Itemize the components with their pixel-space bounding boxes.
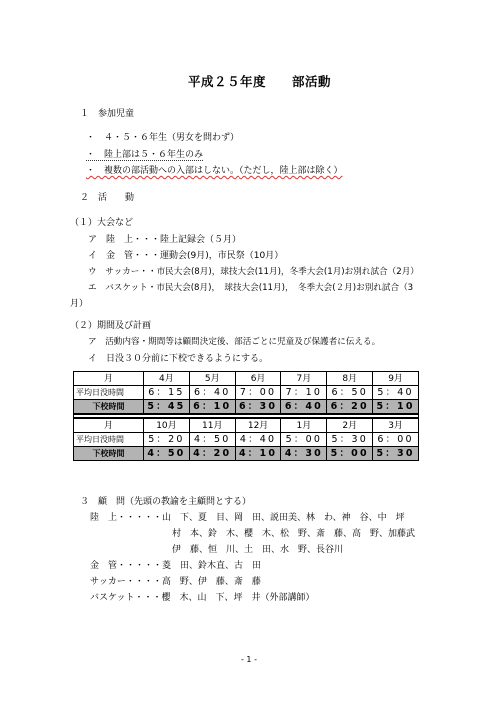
page-title: 平成２５年度 部活動 (188, 74, 332, 89)
leave-cell: 5：30 (373, 447, 419, 461)
plan-item-b: イ 日没３０分前に下校できるようにする。 (88, 354, 269, 364)
month-cell: 8月 (327, 372, 373, 386)
leave-cell: 4：30 (281, 447, 327, 461)
month-cell: 11月 (189, 418, 235, 433)
table-row (74, 433, 419, 447)
sunset-cell: 4：40 (235, 433, 281, 447)
leave-header: 下校時間 (74, 400, 144, 415)
sunset-cell: 5：00 (281, 433, 327, 447)
month-cell: 6月 (235, 372, 281, 386)
sunset-cell: 7：00 (235, 386, 281, 400)
month-header: 月 (74, 418, 144, 433)
table-row (74, 447, 419, 461)
event-item-b: イ 金 管・・・運動会(9月)，市民祭（10月） (88, 251, 284, 261)
sunset-cell: 6：00 (373, 433, 419, 447)
sunset-header: 平均日没時間 (74, 386, 144, 400)
event-item-a: ア 陸 上・・・陸上記録会（５月） (88, 235, 242, 245)
leave-cell: 6：10 (189, 400, 235, 415)
section-2-heading: ２ 活 動 (80, 193, 135, 203)
bullet-2-text: ・ 陸上部は５・６年生のみ (86, 150, 204, 160)
bullet-3-text: ・ 複数の部活動への入部はしない。 (86, 166, 240, 176)
sunset-cell: 6：15 (144, 386, 190, 400)
sunset-cell: 5：30 (327, 433, 373, 447)
bullet-3-note: （ただし，陸上部は除く） (239, 166, 343, 176)
month-cell: 7月 (281, 372, 327, 386)
month-cell: 2月 (327, 418, 373, 433)
month-header: 月 (74, 372, 144, 386)
sunset-cell: 5：40 (373, 386, 419, 400)
leave-cell: 6：40 (281, 400, 327, 415)
leave-cell: 4：10 (235, 447, 281, 461)
month-cell: 9月 (373, 372, 419, 386)
sunset-header: 平均日没時間 (74, 433, 144, 447)
event-item-d-cont: 月） (70, 299, 89, 309)
month-cell: 3月 (373, 418, 419, 433)
bullet-3 (86, 163, 343, 176)
month-cell: 10月 (144, 418, 190, 433)
sub-2-heading: （２）期間及び計画 (70, 321, 152, 331)
month-cell: 5月 (189, 372, 235, 386)
event-item-c: ウ サッカー・・市民大会(8月)，球技大会(11月)，冬季大会(1月)お別れ試合（2月） (88, 267, 419, 277)
leave-cell: 4：20 (189, 447, 235, 461)
leave-cell: 5：45 (144, 400, 190, 415)
sunset-cell: 5：20 (144, 433, 190, 447)
sunset-cell: 6：50 (327, 386, 373, 400)
schedule-table (73, 371, 419, 461)
sunset-cell: 6：40 (189, 386, 235, 400)
advisor-line: 村 本、鈴 木、櫻 木、松 野、斎 藤、高 野、加藤武 (172, 529, 416, 539)
bullet-1: ・ ４・５・６年生（男女を問わず） (86, 133, 240, 143)
table-row (74, 400, 419, 415)
table-row (74, 372, 419, 386)
section-3-heading: ３ 顧 問（先頭の教諭を主顧問とする） (80, 497, 252, 507)
section-1-heading: １ 参加児童 (80, 109, 135, 119)
month-cell: 12月 (235, 418, 281, 433)
advisor-line: 伊 藤、恒 川、土 田、水 野、長谷川 (172, 545, 344, 555)
advisor-line: バスケット・・・櫻 木、山 下、坪 井（外部講師） (90, 593, 315, 603)
bullet-2 (86, 147, 203, 160)
leave-cell: 6：30 (235, 400, 281, 415)
leave-header: 下校時間 (74, 447, 144, 461)
advisor-line: サッカー・・・・高 野、伊 藤、斎 藤 (90, 577, 261, 587)
plan-item-a: ア 活動内容・期間等は顧問決定後、部活ごとに児童及び保護者に伝える。 (88, 337, 381, 347)
leave-cell: 5：10 (373, 400, 419, 415)
leave-cell: 5：00 (327, 447, 373, 461)
table-row (74, 386, 419, 400)
month-cell: 4月 (144, 372, 190, 386)
table-row (74, 418, 419, 433)
month-cell: 1月 (281, 418, 327, 433)
sub-1-heading: （１）大会など (70, 218, 134, 228)
leave-cell: 6：20 (327, 400, 373, 415)
leave-cell: 4：50 (144, 447, 190, 461)
sunset-cell: 4：50 (189, 433, 235, 447)
event-item-d: エ バスケット・市民大会(8月)， 球技大会(11月)， 冬季大会(２月)お別れ試合（3 (88, 283, 414, 293)
advisor-line: 金 管・・・・・菱 田、鈴木直、古 田 (90, 561, 262, 571)
sunset-cell: 7：10 (281, 386, 327, 400)
page-number: - 1 - (241, 655, 257, 664)
advisor-line: 陸 上・・・・・山 下、夏 目、岡 田、説田美、林 わ、神 谷、中 坪 (90, 513, 405, 523)
